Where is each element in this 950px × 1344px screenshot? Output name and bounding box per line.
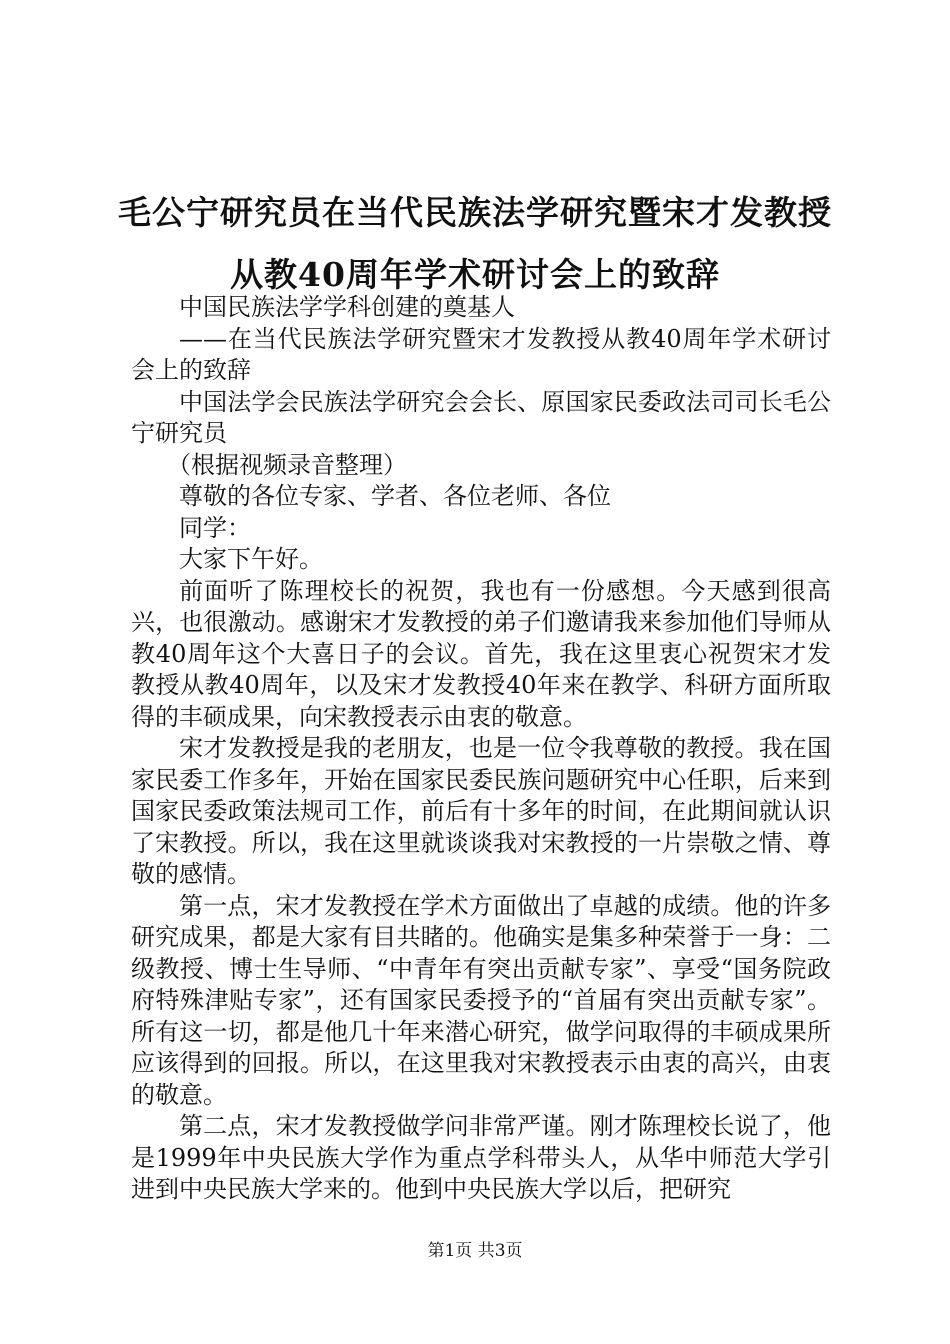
salutation-paragraph: 大家下午好。 xyxy=(179,545,323,573)
document-body xyxy=(131,292,831,1206)
body-paragraph: 宋才发教授是我的老朋友，也是一位令我尊敬的教授。我在国家民委工作多年，开始在国家民委民族问题研究中心任职，后来到国家民委政策法规司工作，前后有十多年的时间，在此期间就认识了宋教授。所以，我在这里就谈谈我对宋教授的一片崇敬之情、尊敬的感情。 xyxy=(131,734,831,888)
page-number-footer: 第1页 共3页 xyxy=(427,1241,523,1261)
greeting-paragraph: 尊敬的各位专家、学者、各位老师、各位 xyxy=(179,482,611,510)
greeting-continued-paragraph: 同学： xyxy=(179,513,251,542)
body-paragraph: 第二点，宋才发教授做学问非常严谨。刚才陈理校长说了，他是1999年中央民族大学作为重点学科带头人，从华中师范大学引进到中央民族大学来的。他到中央民族大学以后，把研究 xyxy=(131,1112,831,1203)
speaker-paragraph: 中国法学会民族法学研究会会长、原国家民委政法司司长毛公宁研究员 xyxy=(131,387,831,447)
subtitle-paragraph: 中国民族法学学科创建的奠基人 xyxy=(179,293,515,321)
speech-occasion-paragraph: ——在当代民族法学研究暨宋才发教授从教40周年学术研讨会上的致辞 xyxy=(131,324,831,384)
document-title: 毛公宁研究员在当代民族法学研究暨宋才发教授从教40周年学术研讨会上的致辞 xyxy=(118,193,832,294)
body-paragraph: 第一点，宋才发教授在学术方面做出了卓越的成绩。他的许多研究成果，都是大家有目共睹的。他确实是集多种荣誉于一身：二级教授、博士生导师、“中青年有突出贡献专家”、享受“国务院政府特殊津贴专家”，还有国家民委授予的“首届有突出贡献专家”。所有这一切，都是他几十年来潜心研究，做学问取得的丰硕成果所应该得到的回报。所以，在这里我对宋教授表示由衷的高兴，由衷的敬意。 xyxy=(131,891,831,1109)
body-paragraph: 前面听了陈理校长的祝贺，我也有一份感想。今天感到很高兴，也很激动。感谢宋才发教授的弟子们邀请我来参加他们导师从教40周年这个大喜日子的会议。首先，我在这里衷心祝贺宋才发教授从教40周年，以及宋才发教授40年来在教学、科研方面所取得的丰硕成果，向宋教授表示由衷的敬意。 xyxy=(131,576,831,731)
transcription-note-paragraph: （根据视频录音整理） xyxy=(167,450,407,479)
